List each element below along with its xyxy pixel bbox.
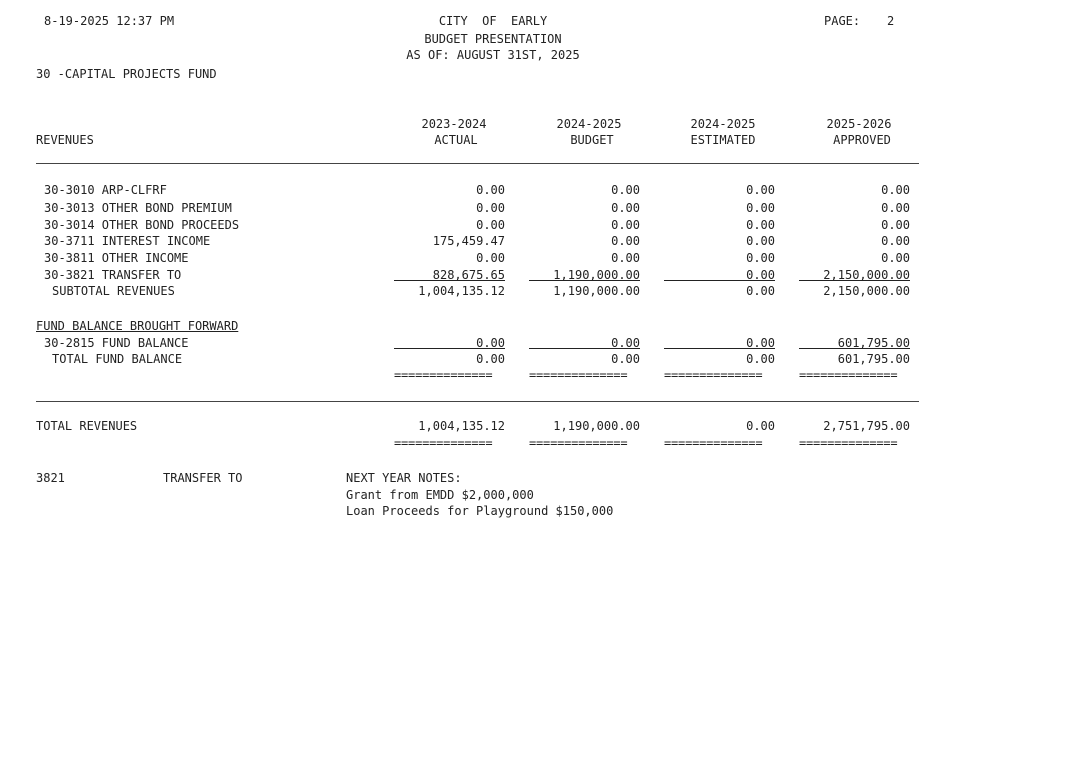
cell-approved: 601,795.00 [837,352,910,366]
cell-budget: 1,190,000.00 [553,268,640,282]
cell-actual: 0.00 [476,336,505,350]
row-label: 30-3821 TRANSFER TO [44,268,182,282]
double-rule: ============== [529,368,628,382]
cell-estimated: 0.00 [746,284,775,298]
fund-total-rule [799,348,910,349]
cell-actual: 1,004,135.12 [418,284,505,298]
column-year: 2024-2025 [690,117,756,131]
cell-actual: 0.00 [476,183,505,197]
cell-budget: 0.00 [611,336,640,350]
column-type: ACTUAL [434,133,478,147]
double-rule: ============== [394,436,493,450]
report-as-of: AS OF: AUGUST 31ST, 2025 [406,48,580,62]
notes-line: Loan Proceeds for Playground $150,000 [346,504,614,518]
cell-budget: 1,190,000.00 [553,284,640,298]
column-year: 2023-2024 [421,117,487,131]
cell-estimated: 0.00 [746,352,775,366]
fund-name: 30 -CAPITAL PROJECTS FUND [36,67,217,81]
cell-budget: 1,190,000.00 [553,419,640,433]
cell-estimated: 0.00 [746,419,775,433]
notes-heading: NEXT YEAR NOTES: [346,471,462,485]
cell-approved: 0.00 [881,183,910,197]
cell-approved: 601,795.00 [837,336,910,350]
subtotal-rule [529,280,640,281]
cell-estimated: 0.00 [746,201,775,215]
report-title: BUDGET PRESENTATION [424,32,562,46]
row-label: 30-2815 FUND BALANCE [44,336,189,350]
section-label-revenues: REVENUES [36,133,94,147]
cell-budget: 0.00 [611,234,640,248]
double-rule: ============== [799,436,898,450]
cell-budget: 0.00 [611,251,640,265]
subtotal-rule [394,280,505,281]
notes-line: Grant from EMDD $2,000,000 [346,488,534,502]
cell-approved: 0.00 [881,218,910,232]
row-label: SUBTOTAL REVENUES [52,284,175,298]
row-label: 30-3811 OTHER INCOME [44,251,189,265]
row-label: 30-3010 ARP-CLFRF [44,183,167,197]
subtotal-rule [799,280,910,281]
cell-budget: 0.00 [611,183,640,197]
cell-estimated: 0.00 [746,234,775,248]
header-divider [36,163,919,164]
report-datetime: 8-19-2025 12:37 PM [44,14,175,28]
double-rule: ============== [529,436,628,450]
cell-actual: 0.00 [476,201,505,215]
cell-actual: 0.00 [476,251,505,265]
cell-approved: 2,751,795.00 [823,419,910,433]
cell-approved: 0.00 [881,251,910,265]
row-label: 30-3013 OTHER BOND PREMIUM [44,201,232,215]
cell-estimated: 0.00 [746,268,775,282]
cell-estimated: 0.00 [746,336,775,350]
cell-approved: 0.00 [881,201,910,215]
city-name: CITY OF EARLY [438,14,548,28]
double-rule: ============== [664,436,763,450]
cell-approved: 2,150,000.00 [823,268,910,282]
cell-budget: 0.00 [611,201,640,215]
cell-estimated: 0.00 [746,218,775,232]
double-rule: ============== [664,368,763,382]
row-label: 30-3711 INTEREST INCOME [44,234,211,248]
cell-actual: 0.00 [476,218,505,232]
cell-approved: 0.00 [881,234,910,248]
subtotal-rule [664,280,775,281]
cell-budget: 0.00 [611,218,640,232]
cell-actual: 1,004,135.12 [418,419,505,433]
fund-total-rule [394,348,505,349]
column-year: 2025-2026 [826,117,892,131]
page-number: 2 [887,14,895,28]
total-divider [36,401,919,402]
cell-approved: 2,150,000.00 [823,284,910,298]
page-label: PAGE: [824,14,861,28]
column-type: ESTIMATED [690,133,756,147]
row-label: TOTAL FUND BALANCE [52,352,183,366]
column-type: APPROVED [833,133,891,147]
notes-account-name: TRANSFER TO [163,471,243,485]
row-label: TOTAL REVENUES [36,419,138,433]
cell-estimated: 0.00 [746,183,775,197]
double-rule: ============== [799,368,898,382]
fund-total-rule [664,348,775,349]
double-rule: ============== [394,368,493,382]
cell-estimated: 0.00 [746,251,775,265]
cell-actual: 175,459.47 [432,234,505,248]
cell-actual: 0.00 [476,352,505,366]
fund-balance-heading: FUND BALANCE BROUGHT FORWARD [36,319,239,333]
fund-total-rule [529,348,640,349]
column-year: 2024-2025 [556,117,622,131]
cell-budget: 0.00 [611,352,640,366]
cell-actual: 828,675.65 [432,268,505,282]
row-label: 30-3014 OTHER BOND PROCEEDS [44,218,240,232]
column-type: BUDGET [570,133,614,147]
notes-account-number: 3821 [36,471,65,485]
